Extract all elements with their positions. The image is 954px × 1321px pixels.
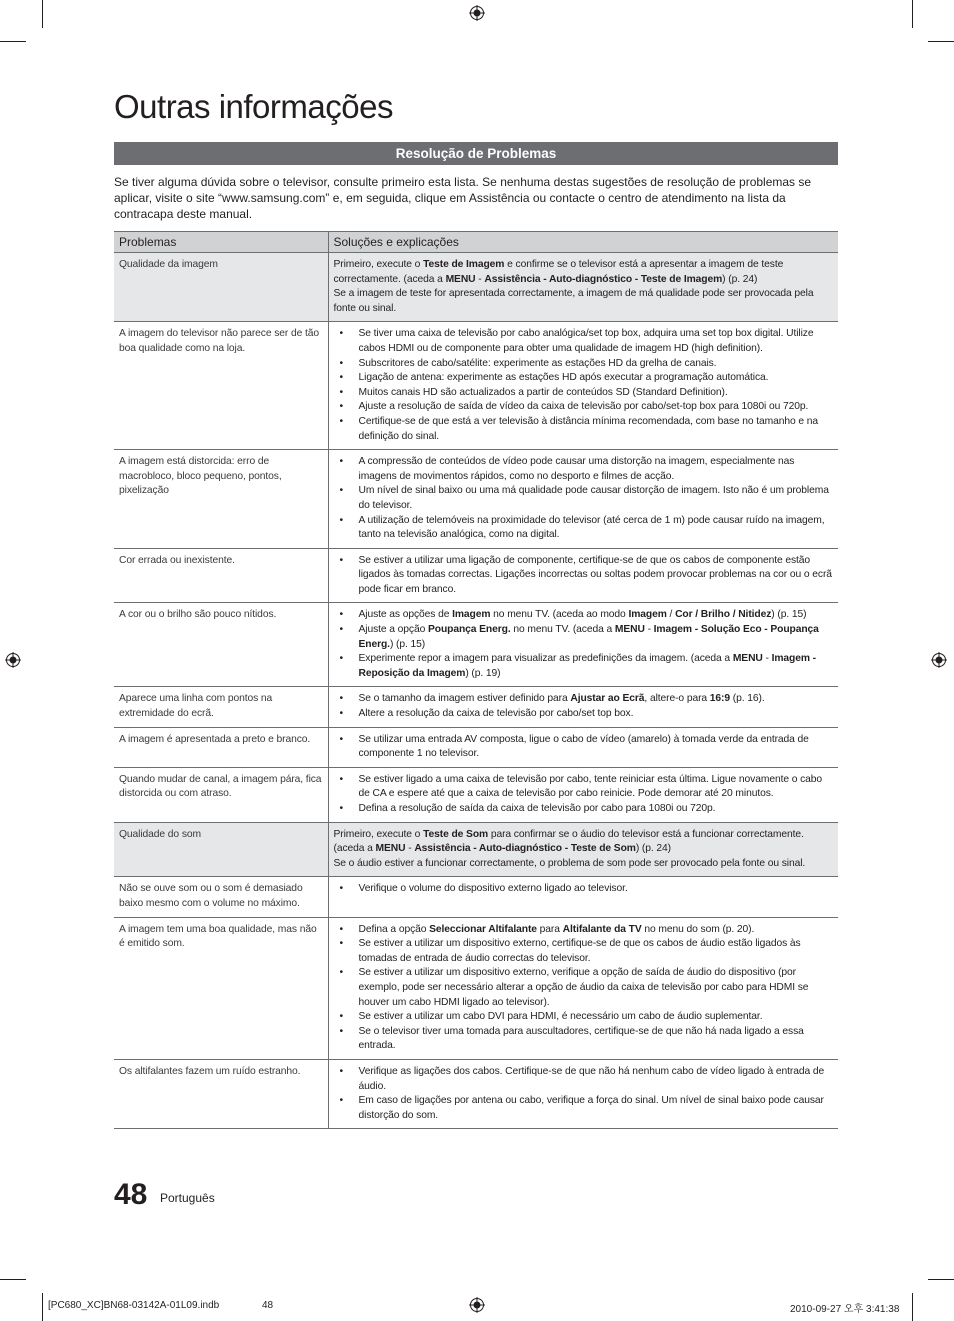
bold-text: MENU (375, 843, 406, 855)
bold-text: Teste de Som (423, 828, 489, 840)
column-header-problems: Problemas (114, 232, 328, 253)
text-run: Verifique as ligações dos cabos. Certifique-se de que não há nenhum cabo de vídeo ligado à entrada de áudio. (358, 1065, 825, 1092)
page-number: 48 (114, 1178, 148, 1211)
text-run: A utilização de telemóveis na proximidade do televisor (até cerca de 1 m) pode causar ruído na imagem, tanto na televisão analógica, como na digital. (358, 514, 825, 541)
text-run: Se estiver a utilizar um dispositivo externo, certifique-se de que os cabos de áudio estão ligados às tomadas de entrada de áudio correctas do televisor. (358, 938, 801, 964)
table-row (114, 877, 838, 917)
text-run: Defina a resolução de saída da caixa de televisão por cabo para 1080i ou 720p. (358, 803, 716, 814)
footer-filename: [PC680_XC]BN68-03142A-01L09.indb (48, 1300, 220, 1311)
text-run: Em caso de ligações por antena ou cabo, verifique a força do sinal. Um nível de sinal baixo pode causar distorção do som. (358, 1095, 824, 1121)
problem-cell: Cor errada ou inexistente. (114, 548, 328, 603)
solution-paragraph (334, 828, 835, 857)
column-header-solutions: Soluções e explicações (328, 232, 838, 253)
text-run: Se a imagem de teste for apresentada correctamente, a imagem de má qualidade pode ser provocada pela fonte ou sinal. (333, 288, 814, 314)
solution-list (334, 608, 835, 681)
list-item (334, 802, 835, 817)
text-run: Um nível de sinal baixo ou uma má qualidade pode causar distorção de imagem. Isto não é um problema do televisor. (358, 485, 829, 511)
bold-text: 16:9 (709, 693, 731, 705)
table-header-row (114, 232, 838, 253)
text-run: Se utilizar uma entrada AV composta, ligue o cabo de vídeo (amarelo) à tomada verde da entrada de componente 1 no televisor. (358, 733, 809, 760)
bold-text: Teste de Imagem (423, 259, 505, 270)
list-item (334, 623, 835, 652)
table-row (114, 917, 838, 1059)
page-title: Outras informações (114, 88, 393, 125)
text-run: Se o tamanho da imagem estiver definido para (358, 693, 571, 705)
list-item (334, 707, 835, 722)
table-row (114, 822, 838, 877)
solution-list (334, 1065, 835, 1123)
problem-cell: Aparece uma linha com pontos na extremidade do ecrã. (114, 687, 328, 727)
registration-mark-icon (469, 5, 485, 21)
solution-cell (328, 253, 838, 322)
problem-cell: Não se ouve som ou o som é demasiado baixo mesmo com o volume no máximo. (114, 877, 328, 917)
text-run: Defina a opção (358, 923, 430, 935)
text-run: / (666, 609, 676, 621)
list-item (334, 554, 835, 598)
table-row (114, 727, 838, 767)
solution-list (334, 554, 835, 598)
registration-mark-icon (5, 652, 21, 668)
list-item (334, 1094, 835, 1123)
bold-text: Imagem - Reposição da Imagem (358, 653, 817, 679)
problem-cell: Os altifalantes fazem um ruído estranho. (114, 1059, 328, 1128)
text-run: Se o televisor tiver uma tomada para auscultadores, certifique-se de que não há nada ligado a essa entrada. (358, 1025, 804, 1052)
problem-cell: A cor ou o brilho são pouco nítidos. (114, 603, 328, 687)
bold-text: MENU (445, 273, 476, 285)
crop-mark (42, 0, 43, 28)
solution-cell (328, 687, 838, 727)
problem-cell: Quando mudar de canal, a imagem pára, fica distorcida ou com atraso. (114, 767, 328, 822)
list-item (334, 733, 835, 762)
bold-text: Poupança Energ. (427, 624, 511, 636)
solution-list (334, 923, 835, 1054)
text-run: - (644, 624, 654, 636)
list-item (334, 371, 835, 386)
bold-text: Assistência - Auto-diagnóstico - Teste de Som (414, 843, 636, 855)
text-run: Certifique-se de que está a ver televisão à distância mínima recomendada, com base no tamanho e na definição do sinal. (358, 415, 819, 442)
list-item (334, 937, 835, 966)
text-run: Subscritores de cabo/satélite: experimente as estações HD da grelha de canais. (358, 357, 717, 369)
solution-paragraph (334, 287, 835, 316)
list-item (334, 882, 835, 897)
solution-list (334, 455, 835, 543)
crop-mark (928, 41, 954, 42)
solution-list (334, 733, 835, 762)
list-item (334, 923, 835, 938)
list-item (334, 514, 835, 543)
table-row (114, 687, 838, 727)
text-run: ) (p. 15) (389, 638, 426, 650)
list-item (334, 652, 835, 681)
table-row (114, 450, 838, 549)
registration-mark-icon (469, 1297, 485, 1313)
problem-cell: Qualidade da imagem (114, 253, 328, 322)
text-run: Altere a resolução da caixa de televisão por cabo/set top box. (358, 708, 634, 720)
solution-cell (328, 548, 838, 603)
solution-cell (328, 877, 838, 917)
bold-text: Imagem - Solução Eco - Poupança Energ. (358, 624, 819, 650)
problem-cell: A imagem é apresentada a preto e branco. (114, 727, 328, 767)
footer-datetime: 2010-09-27 오후 3:41:38 (790, 1304, 900, 1315)
solution-cell (328, 822, 838, 877)
bold-text: Seleccionar Altifalante (429, 923, 537, 935)
bold-text: MENU (614, 624, 645, 636)
text-run: ) (p. 24) (635, 843, 671, 855)
list-item (334, 608, 835, 623)
text-run: Se estiver a utilizar um cabo DVI para HDMI, é necessário um cabo de áudio suplementar. (358, 1011, 763, 1023)
text-run: - (405, 843, 415, 855)
section-title: Resolução de Problemas (114, 142, 838, 165)
page-language: Português (160, 1191, 215, 1205)
solution-paragraph (334, 258, 835, 287)
solution-list (334, 327, 835, 444)
text-run: Ajuste as opções de (358, 609, 453, 621)
text-run: para confirmar se o áudio do televisor está a funcionar correctamente. (aceda a (333, 828, 804, 855)
intro-paragraph: Se tiver alguma dúvida sobre o televisor, consulte primeiro esta lista. Se nenhuma destas sugestões de resolução de problemas se aplicar, visite o site “www.samsung.com” e, em seguida, clique em Assistência ou contacte o centro de atendimento na lista da contracapa deste manual. (114, 175, 812, 221)
footer-page: 48 (262, 1300, 274, 1311)
text-run: Primeiro, execute o (333, 259, 424, 270)
solution-cell (328, 603, 838, 687)
text-run: Ajuste a resolução de saída de vídeo da caixa de televisão por cabo/set-top box para 1080i ou 720p. (358, 401, 809, 413)
crop-mark (42, 1293, 43, 1321)
table-body (114, 253, 838, 1129)
crop-mark (0, 1279, 26, 1280)
solution-list (334, 773, 835, 817)
text-run: - (762, 653, 772, 665)
solution-cell (328, 1059, 838, 1128)
crop-mark (912, 0, 913, 28)
text-run: Experimente repor a imagem para visualizar as predefinições da imagem. (aceda a (358, 653, 733, 665)
table-row (114, 1059, 838, 1128)
bold-text: Imagem (452, 609, 491, 621)
table-row (114, 767, 838, 822)
problem-cell: Qualidade do som (114, 822, 328, 877)
text-run: Se estiver a utilizar um dispositivo externo, verifique a opção de saída de áudio do dispositivo (por exemplo, pode ser necessário alterar a opção de áudio da caixa de televisão por cabo para HDMI se houver um cabo HDMI ligado ao televisor). (358, 967, 809, 1008)
text-run: Ligação de antena: experimente as estações HD após executar a programação automática. (358, 372, 769, 384)
registration-mark-icon (931, 652, 947, 668)
text-run: Se estiver a utilizar uma ligação de componente, certifique-se de que os cabos de componente estão ligados às tomadas correctas. Ligações incorrectas ou soltas podem provocar problemas na cor ou o ecrã pode ficar em branco. (358, 554, 832, 595)
solution-paragraph (334, 857, 835, 872)
text-run: Primeiro, execute o (333, 828, 424, 840)
crop-mark (912, 1293, 913, 1321)
solution-list (334, 882, 835, 897)
text-run: no menu TV. (aceda a (510, 624, 615, 636)
bold-text: Imagem (628, 609, 667, 621)
text-run: ) (p. 15) (771, 609, 807, 621)
text-run: Se o áudio estiver a funcionar correctamente, o problema de som pode ser provocado pela fonte ou sinal. (333, 857, 806, 869)
list-item (334, 484, 835, 513)
table-row (114, 603, 838, 687)
text-run: - (475, 273, 485, 285)
text-run: Ajuste a opção (358, 624, 428, 636)
solution-cell (328, 767, 838, 822)
text-run: ) (p. 24) (722, 273, 758, 285)
problem-cell: A imagem está distorcida: erro de macrobloco, bloco pequeno, pontos, pixelização (114, 450, 328, 549)
list-item (334, 692, 835, 707)
list-item (334, 386, 835, 401)
problem-cell: A imagem do televisor não parece ser de tão boa qualidade como na loja. (114, 322, 328, 450)
bold-text: Altifalante da TV (562, 923, 642, 935)
text-run: no menu TV. (aceda ao modo (490, 609, 629, 621)
list-item (334, 773, 835, 802)
table-row (114, 253, 838, 322)
text-run: e confirme se o televisor está a apresentar a imagem de teste correctamente. (aceda a (333, 259, 784, 285)
table-row (114, 548, 838, 603)
list-item (334, 1065, 835, 1094)
solution-cell (328, 322, 838, 450)
solution-cell (328, 727, 838, 767)
list-item (334, 1025, 835, 1054)
list-item (334, 415, 835, 444)
crop-mark (0, 41, 26, 42)
solution-list (334, 692, 835, 721)
crop-mark (928, 1279, 954, 1280)
table-row (114, 322, 838, 450)
text-run: Se tiver uma caixa de televisão por cabo analógica/set top box, adquira uma set top box digital. Utilize cabos HDMI ou de componente para obter uma qualidade de imagem HD (high definition). (358, 328, 814, 354)
list-item (334, 455, 835, 484)
bold-text: Cor / Brilho / Nitidez (675, 609, 772, 621)
list-item (334, 966, 835, 1010)
text-run: Verifique o volume do dispositivo externo ligado ao televisor. (358, 883, 628, 895)
troubleshooting-table (114, 231, 838, 1129)
bold-text: Assistência - Auto-diagnóstico - Teste de Imagem (484, 273, 723, 285)
text-run: A compressão de conteúdos de vídeo pode causar uma distorção na imagem, especialmente nas imagens de movimentos rápidos, como no desporto e filmes de acção. (358, 456, 795, 482)
text-run: Muitos canais HD são actualizados a partir de conteúdos SD (Standard Definition). (358, 386, 728, 398)
text-run: ) (p. 19) (465, 667, 501, 679)
solution-cell (328, 450, 838, 549)
list-item (334, 327, 835, 356)
list-item (334, 1010, 835, 1025)
list-item (334, 400, 835, 415)
text-run: para (536, 923, 563, 935)
text-run: , altere-o para (644, 693, 710, 705)
text-run: no menu do som (p. 20). (641, 923, 755, 935)
bold-text: MENU (732, 653, 763, 665)
solution-cell (328, 917, 838, 1059)
list-item (334, 357, 835, 372)
problem-cell: A imagem tem uma boa qualidade, mas não é emitido som. (114, 917, 328, 1059)
text-run: (p. 16). (730, 693, 765, 705)
text-run: Se estiver ligado a uma caixa de televisão por cabo, tente reiniciar esta última. Ligue novamente o cabo de CA e espere até que a caixa de televisão por cabo reinicie. Pode demorar até 20 minutos. (358, 773, 823, 800)
bold-text: Ajustar ao Ecrã (570, 693, 645, 705)
